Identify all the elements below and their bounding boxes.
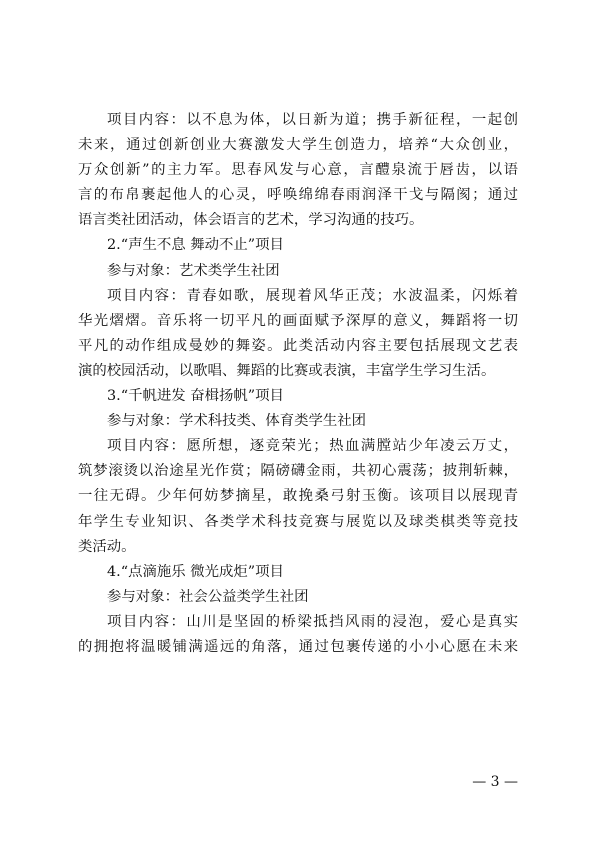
section-heading: 4.“点滴施乐 微光成炬”项目	[107, 563, 284, 580]
page-number: — 3 —	[472, 774, 518, 790]
paragraph-line: 万众创新”的主力军。思春风发与心意，言醴泉流于唇齿，以语	[78, 162, 518, 179]
paragraph-line: 筑梦滚烫以治途星光作赏；隔磅礴金雨，共初心震荡；披荆斩棘，	[78, 463, 518, 480]
participant-line: 参与对象：艺术类学生社团	[107, 262, 280, 279]
section-heading: 2.“声生不息 舞动不止”项目	[107, 237, 284, 254]
paragraph-line: 一往无碍。少年何妨梦摘星，敢挽桑弓射玉衡。该项目以展现青	[78, 488, 518, 505]
paragraph-line: 演的校园活动，以歌唱、舞蹈的比赛或表演，丰富学生学习生活。	[78, 362, 496, 379]
participant-line: 参与对象：社会公益类学生社团	[107, 588, 309, 605]
participant-line: 参与对象：学术科技类、体育类学生社团	[107, 413, 367, 430]
paragraph-line: 项目内容：以不息为体，以日新为道；携手新征程，一起创	[107, 112, 518, 128]
paragraph-line: 项目内容：青春如歌，展现着风华正茂；水波温柔，闪烁着	[107, 287, 518, 304]
paragraph-line: 平凡的动作组成曼妙的舞姿。此类活动内容主要包括展现文艺表	[78, 337, 518, 354]
paragraph-line: 的拥抱将温暖铺满遥远的角落，通过包裹传递的小小心愿在未来	[78, 638, 518, 655]
paragraph-line: 年学生专业知识、各类学术科技竞赛与展览以及球类棋类等竞技	[78, 513, 518, 530]
document-body	[78, 108, 518, 660]
paragraph-line: 华光熠熠。音乐将一切平凡的画面赋予深厚的意义，舞蹈将一切	[78, 312, 518, 329]
paragraph-line: 类活动。	[78, 538, 136, 555]
paragraph-line: 项目内容：山川是坚固的桥梁抵挡风雨的浸泡，爱心是真实	[107, 613, 518, 630]
paragraph-line: 言的布帛裹起他人的心灵，呼唤绵绵春雨润泽干戈与隔阂；通过	[78, 187, 518, 204]
paragraph-line: 未来，通过创新创业大赛激发大学生创造力，培养“大众创业，	[78, 137, 518, 154]
section-heading: 3.“千帆进发 奋楫扬帆”项目	[107, 388, 284, 405]
paragraph-line: 项目内容：愿所想，逐竞荣光；热血满膛站少年凌云万丈，	[107, 438, 518, 455]
paragraph-line: 语言类社团活动，体会语言的艺术，学习沟通的技巧。	[78, 212, 424, 229]
